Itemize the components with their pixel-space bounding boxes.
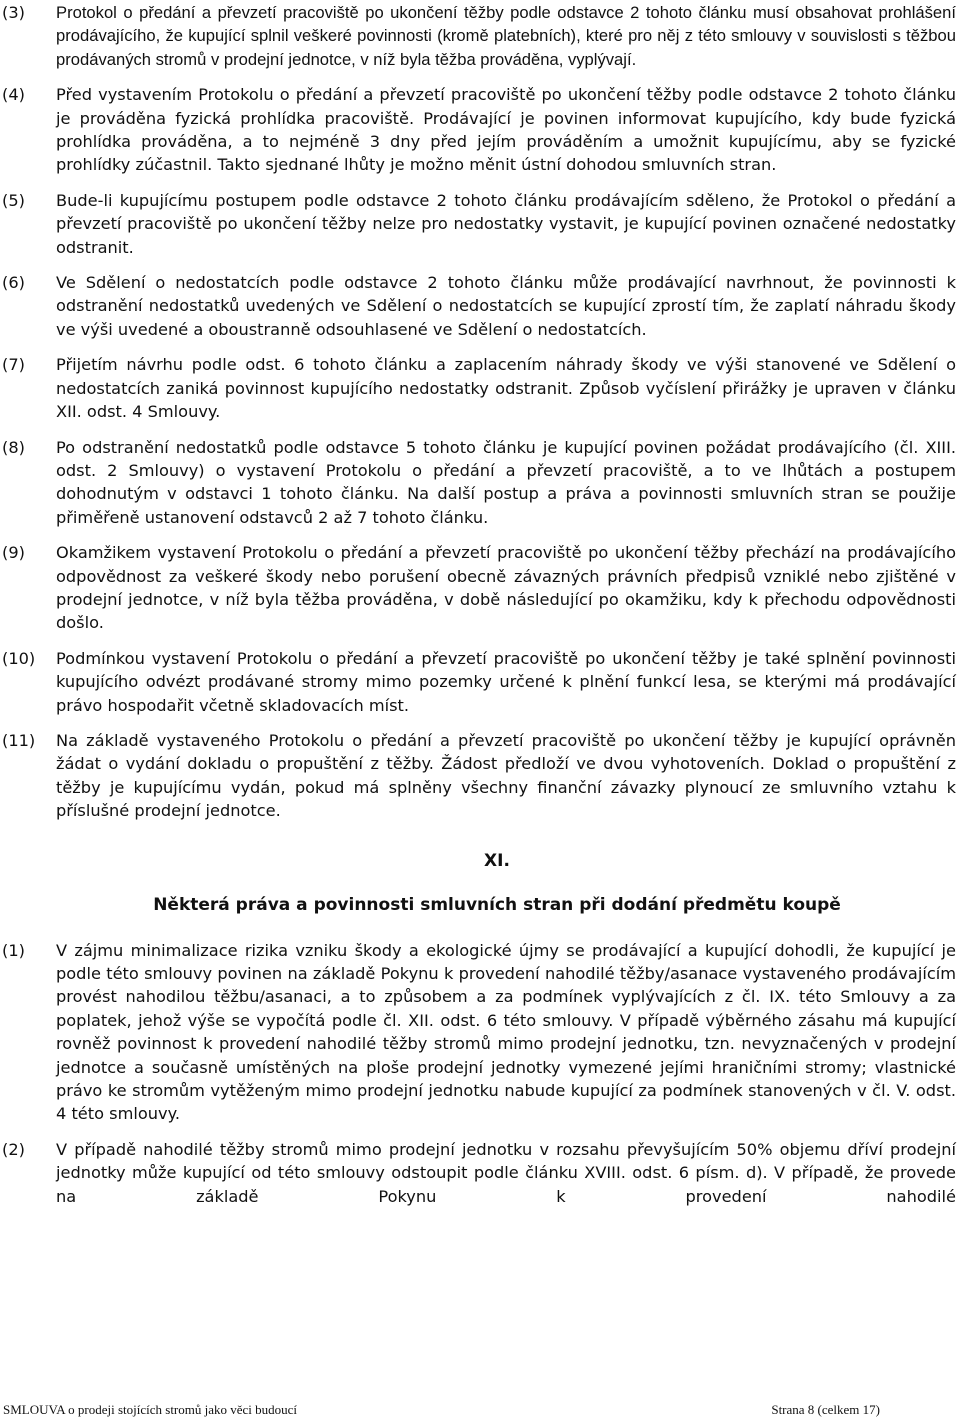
paragraph-4 (0, 83, 960, 177)
paragraph-text: Po odstranění nedostatků podle odstavce 5 tohoto článku je kupující povinen požádat prodávajícího (čl. XIII. odst. 2 Smlouvy) o vystavení Protokolu o předání a převzetí pracoviště, a to ve lhůtách a postupem dohodnutým v odstavci 1 tohoto článku. Na další postup a práva a povinnosti smluvních stran se použije přiměřeně ustanovení odstavců 2 až 7 tohoto článku. (56, 437, 956, 527)
footer-document-title: SMLOUVA o prodeji stojících stromů jako věci budoucí (3, 1402, 298, 1417)
paragraph-number: (5) (2, 190, 25, 210)
paragraph-10 (0, 647, 960, 717)
paragraph-number: (1) (2, 940, 25, 960)
paragraph-5 (0, 189, 960, 259)
paragraph-number: (11) (2, 730, 36, 750)
paragraph-text: Před vystavením Protokolu o předání a převzetí pracoviště po ukončení těžby podle odstavce 2 tohoto článku je prováděna fyzická prohlídka pracoviště. Prodávající je povinen informovat kupujícího, kdy bude fyzická prohlídka prováděna, a to nejméně 3 dny před jejím prováděním a umožnit kupujícímu, aby se fyzické prohlídky zúčastnil. Takto sjednané lhůty je možno měnit ústní dohodou smluvních stran. (56, 85, 956, 175)
paragraph-text: Podmínkou vystavení Protokolu o předání a převzetí pracoviště po ukončení těžby je také splnění povinnosti kupujícího odvézt prodávané stromy mimo pozemky určené k plnění funkcí lesa, se kterými má prodávající právo hospodařit včetně skladovacích míst. (56, 648, 956, 715)
footer-page-number: Strana 8 (celkem 17) (771, 1402, 880, 1417)
paragraph-11 (0, 729, 960, 823)
paragraph-9 (0, 541, 960, 635)
page-footer (0, 1402, 960, 1422)
section-title: Některá práva a povinnosti smluvních stran při dodání předmětu koupě (153, 894, 841, 915)
paragraph-7 (0, 353, 960, 423)
paragraph-number: (8) (2, 437, 25, 457)
paragraph-number: (6) (2, 273, 25, 293)
paragraph-text: Protokol o předání a převzetí pracoviště po ukončení těžby podle odstavce 2 tohoto článku musí obsahovat prohlášení prodávajícího, že kupující splnil veškeré povinnosti (kromě platebních), které pro něj z této smlouvy v souvislosti s těžbou prodávaných stromů v prodejní jednotce, v níž byla těžba prováděna, vyplývají. (56, 3, 956, 69)
paragraph-number: (3) (2, 3, 25, 22)
paragraph-6 (0, 271, 960, 341)
paragraph-text: Okamžikem vystavení Protokolu o předání a převzetí pracoviště po ukončení těžby přechází na prodávajícího odpovědnost za veškeré škody nebo porušení obecně závazných právních předpisů vzniklé nebo zjištěné v prodejní jednotce, v níž byla těžba prováděna, v době následující po okamžiku, kdy k přechodu odpovědnosti došlo. (56, 543, 956, 633)
paragraph-number: (2) (2, 1139, 25, 1159)
paragraph-text: Přijetím návrhu podle odst. 6 tohoto článku a zaplacením náhrady škody ve výši stanovené ve Sdělení o nedostatcích zaniká povinnost kupujícího nedostatky odstranit. Způsob vyčíslení přirážky je upraven v článku XII. odst. 4 Smlouvy. (56, 355, 956, 422)
paragraph-text: V případě nahodilé těžby stromů mimo prodejní jednotku v rozsahu převyšujícím 50% objemu dříví prodejní jednotky může kupující od této smlouvy odstoupit podle článku XVIII. odst. 6 písm. d). V případě, že provede na základě Pokynu k provedení nahodilé (56, 1139, 956, 1206)
paragraph-8 (0, 436, 960, 530)
paragraph-text: Na základě vystaveného Protokolu o předání a převzetí pracoviště po ukončení těžby je kupující oprávněn žádat o vydání dokladu o propuštění z těžby. Žádost předloží ve dvou vyhotoveních. Doklad o propuštění z těžby je kupujícímu vydán, pokud má splněny všechny finanční závazky plynoucí ze smluvního vztahu k příslušné prodejní jednotce. (56, 730, 956, 821)
paragraph-text: Bude-li kupujícímu postupem podle odstavce 2 tohoto článku prodávajícím sděleno, že Protokol o předání a převzetí pracoviště po ukončení těžby nelze pro nedostatky vystavit, je kupující povinen označené nedostatky odstranit. (56, 190, 956, 257)
section-paragraph-2 (0, 1138, 960, 1208)
paragraph-text: Ve Sdělení o nedostatcích podle odstavce 2 tohoto článku může prodávající navrhnout, že povinnosti k odstranění nedostatků uvedených ve Sdělení o nedostatcích se kupující zprostí tím, že zaplatí náhradu škody ve výši uvedené a oboustranně odsouhlasené ve Sdělení o nedostatcích. (56, 273, 956, 339)
paragraph-number: (9) (2, 543, 25, 563)
paragraph-number: (7) (2, 355, 25, 375)
paragraph-text: V zájmu minimalizace rizika vzniku škody a ekologické újmy se prodávající a kupující dohodli, že kupující je podle této smlouvy povinen na základě Pokynu k provedení nahodilé těžby/asanace vystaveného prodávajícím provést nahodilou těžbu/asanaci, a to způsobem a za podmínek vyplývajících z čl. IX. této Smlouvy a za poplatek, jehož výše se vypočítá podle čl. XII. odst. 6 této smlouvy. V případě výběrného zásahu má kupující rovněž povinnost k provedení nahodilé těžby stromů mimo prodejní jednotku, tzn. nevyznačených v prodejní jednotce a současně umístěných na ploše prodejní jednotky vymezené jejími hraničními stromy; vlastnické právo ke stromům vytěženým mimo prodejní jednotku nabude kupující za podmínek stanovených v čl. V. odst. 4 této smlouvy. (56, 940, 956, 1124)
section-number: XI. (484, 850, 510, 871)
paragraph-number: (4) (2, 85, 25, 105)
paragraph-3 (0, 1, 960, 71)
paragraph-number: (10) (2, 648, 36, 668)
section-paragraph-1 (0, 939, 960, 1126)
